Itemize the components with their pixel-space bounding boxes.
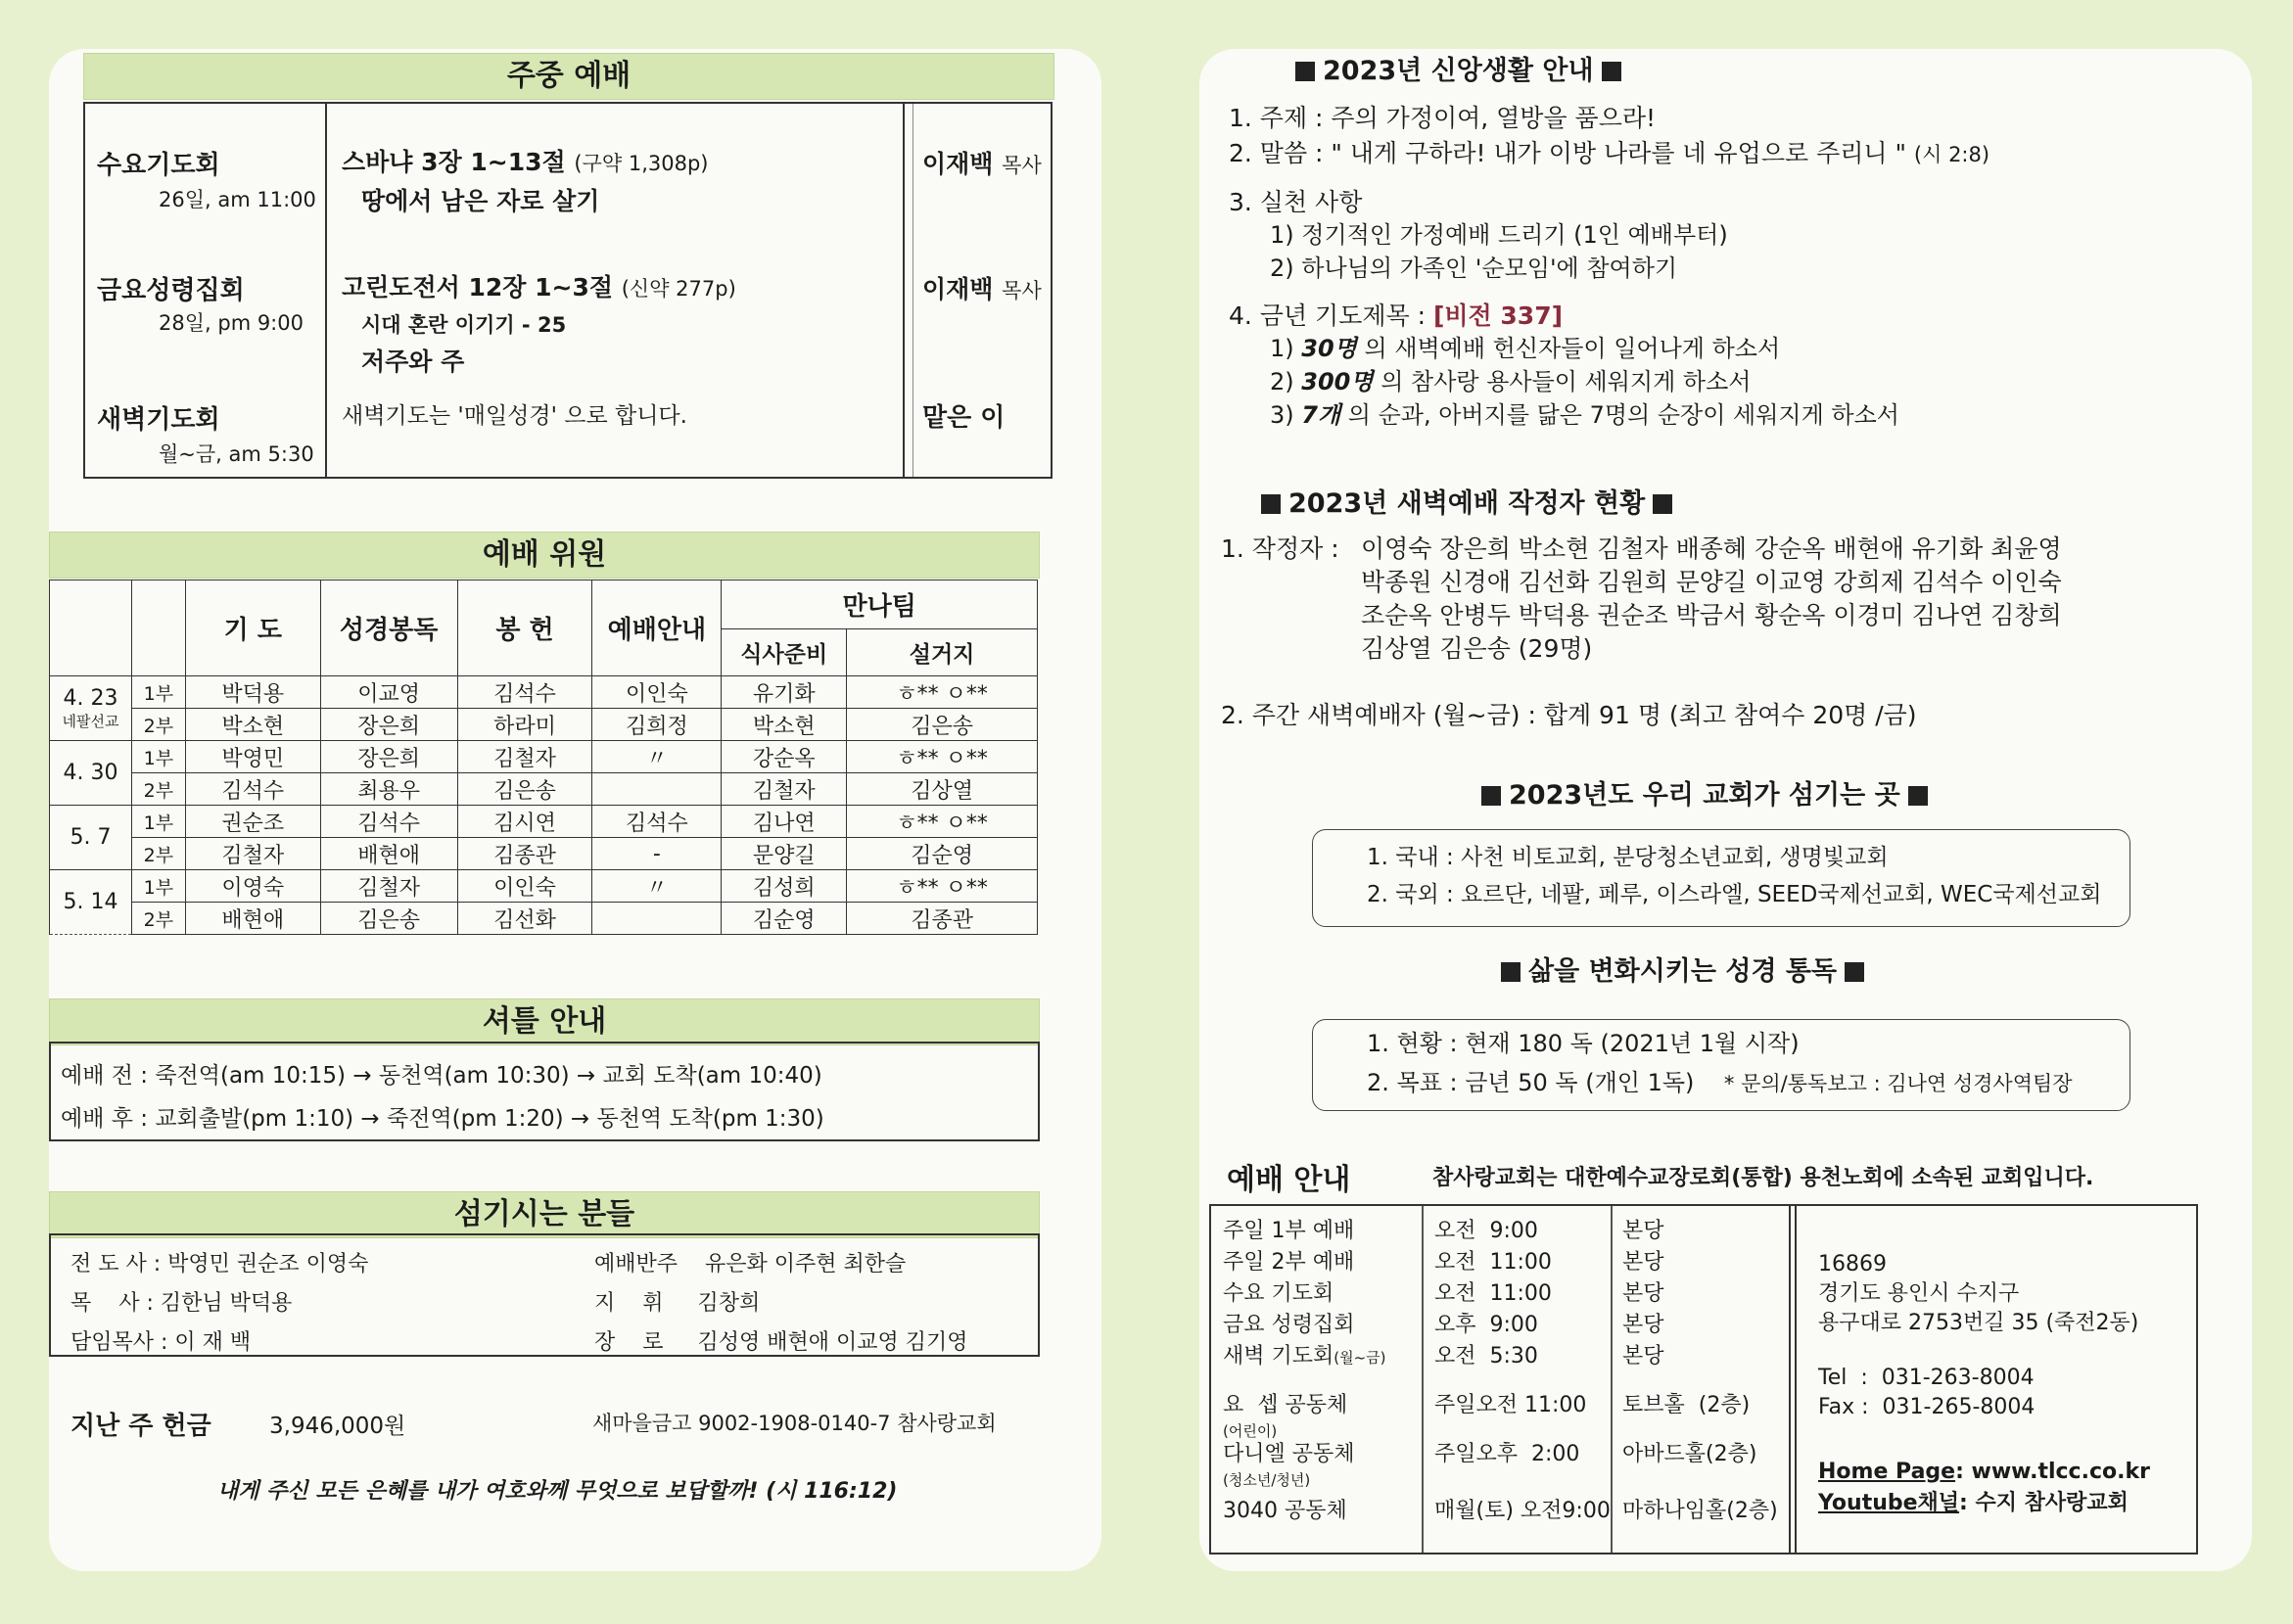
faith-title-text: 2023년 신앙생활 안내 bbox=[1323, 56, 1594, 86]
committee-date bbox=[50, 870, 132, 935]
servant-names: 김한님 박덕용 bbox=[160, 1291, 293, 1316]
servant-names: 김성영 배현애 이교영 김기영 bbox=[697, 1330, 968, 1355]
servant-names: 박영민 권순조 이영숙 bbox=[167, 1252, 369, 1276]
square-bullet-icon bbox=[1295, 62, 1315, 81]
weekday-worship-title: 주중 예배 bbox=[83, 53, 1054, 100]
servant-names: 이 재 백 bbox=[174, 1330, 252, 1355]
servant-label: 예배반주 bbox=[594, 1252, 679, 1276]
service-place: 본당 bbox=[1622, 1219, 1664, 1243]
committee-cell: 김은송 bbox=[320, 903, 457, 935]
prayer-item: 의 순과, 아버지를 닮은 7명의 순장이 세워지게 하소서 bbox=[1347, 401, 1899, 429]
committee-cell: 〃 bbox=[592, 870, 722, 903]
service-place: 본당 bbox=[1622, 1313, 1664, 1337]
committee-date-text: 5. 14 bbox=[63, 890, 118, 914]
committee-date-note: 네팔선교 bbox=[62, 712, 119, 730]
bible-title-text: 삶을 변화시키는 성경 통독 bbox=[1528, 956, 1838, 987]
committee-cell: 권순조 bbox=[185, 806, 320, 838]
th-dishes: 설거지 bbox=[847, 629, 1038, 676]
square-bullet-icon bbox=[1501, 962, 1521, 982]
square-bullet-icon bbox=[1845, 962, 1864, 982]
bible-verse: 내게 주신 모든 은혜를 내가 여호와께 무엇으로 보답할까! (시 116:12) bbox=[217, 1479, 898, 1504]
service-time: 매월(토) 오전9:00 bbox=[1434, 1499, 1611, 1523]
committee-cell: 김선화 bbox=[457, 903, 592, 935]
committee-cell: ㅎ** ㅇ** bbox=[847, 870, 1038, 903]
committee-cell: 김순영 bbox=[847, 838, 1038, 870]
th-date bbox=[50, 580, 132, 676]
worship-leader: 이재백 bbox=[922, 275, 994, 303]
committee-cell: 김석수 bbox=[592, 806, 722, 838]
committee-cell bbox=[592, 773, 722, 806]
dawn-weekly: 2. 주간 새벽예배자 (월~금) : 합계 91 명 (최고 참여수 20명 /금) bbox=[1221, 701, 1917, 729]
service-sub: (어린이) bbox=[1223, 1422, 1278, 1440]
faith-practice-1: 1) 정기적인 가정예배 드리기 (1인 예배부터) bbox=[1270, 221, 1728, 249]
service-time: 오전 11:00 bbox=[1434, 1281, 1552, 1306]
committee-cell: 박소현 bbox=[722, 709, 847, 741]
committee-cell: 최용우 bbox=[320, 773, 457, 806]
worship-sermon-series: 시대 혼란 이기기 - 25 bbox=[361, 313, 567, 337]
committee-cell: 김은송 bbox=[457, 773, 592, 806]
th-reading: 성경봉독 bbox=[320, 580, 457, 676]
committee-cell: 김철자 bbox=[722, 773, 847, 806]
servant-label: 지 휘 bbox=[594, 1291, 664, 1316]
committee-cell: 〃 bbox=[592, 741, 722, 773]
servant-names: 김창희 bbox=[697, 1291, 761, 1316]
worship-sermon-title: 땅에서 남은 자로 살기 bbox=[361, 187, 600, 215]
committee-date-text: 5. 7 bbox=[70, 825, 112, 850]
bible-status: 1. 현황 : 현재 180 독 (2021년 1월 시작) bbox=[1367, 1030, 1800, 1057]
committee-cell: 장은희 bbox=[320, 709, 457, 741]
committee-table bbox=[49, 580, 1038, 935]
shuttle-title: 셔틀 안내 bbox=[49, 998, 1040, 1045]
service-time: 주일오후 2:00 bbox=[1434, 1442, 1580, 1466]
committee-cell: 1부 bbox=[131, 676, 185, 709]
service-name: 요 셉 공동체 bbox=[1223, 1393, 1348, 1417]
offering-amount: 3,946,000원 bbox=[269, 1414, 406, 1439]
left-panel bbox=[49, 49, 1101, 1571]
worship-name: 수요기도회 bbox=[97, 151, 220, 180]
committee-title: 예배 위원 bbox=[49, 532, 1040, 579]
committee-date-text: 4. 30 bbox=[63, 761, 118, 785]
th-usher: 예배안내 bbox=[592, 580, 722, 676]
worship-time: 월~금, am 5:30 bbox=[159, 442, 314, 466]
th-offering: 봉 헌 bbox=[457, 580, 592, 676]
th-manna: 만나팀 bbox=[722, 580, 1038, 629]
faith-practice: 3. 실천 사항 bbox=[1229, 188, 1363, 216]
worship-leader: 맡은 이 bbox=[922, 403, 1006, 433]
faith-word-ref: (시 2:8) bbox=[1913, 143, 1990, 166]
service-place: 토브홀 (2층) bbox=[1622, 1393, 1751, 1417]
prayer-count: 300명 bbox=[1301, 368, 1374, 395]
service-title: 예배 안내 bbox=[1227, 1163, 1351, 1197]
service-time: 오전 9:00 bbox=[1434, 1219, 1538, 1243]
right-panel: 2023년 신앙생활 안내 1. 주제 : 주의 가정이여, 열방을 품으라! 2. 말씀 : " 내게 구하라! 내가 이방 나라를 네 유업으로 주리니 " (시 2:8) 3. 실천 사항 1) 정기적인 가정예배 드리기 (1인 예배부터) 2) 하나님의 가족인 '순모임'에 참여하기 4. 금년 기도제목 : [비전 337] 1) 30명 의 새벽예배 헌신자들이 일어나게 하소서 2) 300명 의 참사랑 용사들이 세워지게 하소서 3) 7개 의 순과, 아버지를 닮은 7명의 순장이 세워지게 하소서 2023년 새벽예배 작정자 현황 1. 작정자 : 이영숙 장은희 박소현 김철자 배종혜 강순옥 배현애 유기화 최윤영 박종원 신경애 김선화 김원희 문양길 이교영 강희제 김석수 이인숙 조순옥 안병두 박덕용 권순조 박금서 황순옥 이경미 김나연 김창희 김상열 김은송 (29명) 2. 주간 새벽예배자 (월~금) : 합계 91 명 (최고 참여수 20명 /금) 2023년도 우리 교회가 섬기는 곳 1. 국내 : 사천 비토교회, 분당청소년교회, 생명빛교회 2. 국외 : 요르단, 네팔, 페루, 이스라엘, SEED국제선교회, WEC국제선교회 삶을 변화시키는 성경 통독 1. 현황 : 현재 180 독 (2021년 1월 시작) 2. 목표 : 금년 50 독 (개인 1독) * 문의/통독보고 : 김나연 성경사역팀장 예배 안내 참사랑교회는 대한예수교장로회(통합) 용천노회에 소속된 교회입니다. 주일 1부 예배 오전 9:00 본당 주일 2부 예배 오전 11:00 본당 수요 기도회 오전 11:00 본당 금요 성령집회 오후 9:00 본당 새벽 기도회(월~금) 오전 5:30 본당 요 셉 공동체 (어린이) 주일오전 11:00 토브홀 (2층) 다니엘 공동체 (청소년/청년) 주일오후 2:00 아바드홀(2층) 3040 공동체 매월(토) 오전9:00 마하나임홀(2층) 16869 경기도 용인시 수지구 용구대로 2753번길 35 (죽전2동) Tel : 031-263-8004 Fax : 031-265-8004 Home Page: www.tlcc.co.kr Youtube채널: 수지 참사랑교회 bbox=[1199, 49, 2252, 1571]
service-name: 수요 기도회 bbox=[1223, 1281, 1334, 1306]
prayer-count: 7개 bbox=[1301, 401, 1341, 429]
committee-cell: 박소현 bbox=[185, 709, 320, 741]
committee-cell: 이인숙 bbox=[457, 870, 592, 903]
worship-text-note: (구약 1,308p) bbox=[574, 152, 709, 175]
committee-cell: 이교영 bbox=[320, 676, 457, 709]
committee-cell: 김종관 bbox=[457, 838, 592, 870]
youtube-channel[interactable]: : 수지 참사랑교회 bbox=[1959, 1491, 2129, 1515]
dawn-names: 박종원 신경애 김선화 김원희 문양길 이교영 강희제 김석수 이인숙 bbox=[1361, 568, 2062, 596]
mission-domestic: 1. 국내 : 사천 비토교회, 분당청소년교회, 생명빛교회 bbox=[1367, 845, 1889, 870]
committee-row bbox=[50, 709, 1038, 741]
service-name: 3040 공동체 bbox=[1223, 1499, 1347, 1523]
square-bullet-icon bbox=[1261, 494, 1281, 514]
committee-cell: 김철자 bbox=[320, 870, 457, 903]
service-sub: (월~금) bbox=[1334, 1349, 1386, 1367]
offering-label: 지난 주 헌금 bbox=[70, 1412, 211, 1441]
committee-cell: 1부 bbox=[131, 741, 185, 773]
shuttle-line-before: 예배 전 : 죽전역(am 10:15) → 동천역(am 10:30) → 교회 도착(am 10:40) bbox=[61, 1063, 822, 1089]
zip-code: 16869 bbox=[1818, 1252, 1887, 1276]
committee-cell: 김석수 bbox=[320, 806, 457, 838]
committee-cell: 김석수 bbox=[185, 773, 320, 806]
phone-number: Tel : 031-263-8004 bbox=[1818, 1366, 2035, 1390]
servant-label: 전 도 사 : bbox=[70, 1252, 162, 1276]
faith-title bbox=[1287, 49, 1629, 87]
committee-cell: 김순영 bbox=[722, 903, 847, 935]
committee-cell: ㅎ** ㅇ** bbox=[847, 741, 1038, 773]
service-place: 본당 bbox=[1622, 1281, 1664, 1306]
youtube-label: Youtube채널 bbox=[1818, 1491, 1960, 1515]
committee-date bbox=[50, 741, 132, 806]
service-name: 금요 성령집회 bbox=[1223, 1313, 1355, 1337]
service-name-text: 새벽 기도회 bbox=[1223, 1344, 1334, 1369]
committee-row bbox=[50, 676, 1038, 709]
service-time: 주일오전 11:00 bbox=[1434, 1393, 1587, 1417]
shuttle-box bbox=[49, 1042, 1040, 1141]
worship-time: 26일, am 11:00 bbox=[159, 188, 316, 211]
committee-cell: 김종관 bbox=[847, 903, 1038, 935]
service-name: 주일 1부 예배 bbox=[1223, 1219, 1355, 1243]
committee-cell: 문양길 bbox=[722, 838, 847, 870]
committee-cell: ㅎ** ㅇ** bbox=[847, 676, 1038, 709]
committee-cell: 배현애 bbox=[185, 903, 320, 935]
bible-box bbox=[1312, 1019, 2130, 1111]
committee-cell: 박영민 bbox=[185, 741, 320, 773]
faith-prayer-label: 4. 금년 기도제목 : bbox=[1229, 302, 1427, 330]
mission-title bbox=[1474, 773, 1936, 812]
worship-time: 28일, pm 9:00 bbox=[159, 311, 304, 335]
committee-cell: 2부 bbox=[131, 773, 185, 806]
servants-box bbox=[49, 1233, 1040, 1357]
address-line: 경기도 용인시 수지구 bbox=[1818, 1281, 2020, 1306]
worship-name: 새벽기도회 bbox=[97, 405, 220, 435]
committee-cell: 김나연 bbox=[722, 806, 847, 838]
worship-leader-title: 목사 bbox=[1002, 279, 1042, 302]
worship-leader-title: 목사 bbox=[1002, 154, 1042, 177]
committee-cell: 이인숙 bbox=[592, 676, 722, 709]
th-meal: 식사준비 bbox=[722, 629, 847, 676]
square-bullet-icon bbox=[1908, 786, 1928, 806]
service-place: 본당 bbox=[1622, 1250, 1664, 1275]
committee-cell: 하라미 bbox=[457, 709, 592, 741]
fax-number: Fax : 031-265-8004 bbox=[1818, 1395, 2036, 1419]
committee-row bbox=[50, 806, 1038, 838]
prayer-item: 의 참사랑 용사들이 세워지게 하소서 bbox=[1380, 368, 1752, 395]
committee-row bbox=[50, 838, 1038, 870]
service-place: 마하나임홀(2층) bbox=[1622, 1499, 1778, 1523]
committee-cell: 유기화 bbox=[722, 676, 847, 709]
servant-label: 장 로 bbox=[594, 1330, 664, 1355]
bible-goal: 2. 목표 : 금년 50 독 (개인 1독) bbox=[1367, 1069, 1695, 1096]
square-bullet-icon bbox=[1602, 62, 1621, 81]
committee-cell: 김성희 bbox=[722, 870, 847, 903]
prayer-count: 30명 bbox=[1301, 335, 1357, 362]
shuttle-line-after: 예배 후 : 교회출발(pm 1:10) → 죽전역(pm 1:20) → 동천역 도착(pm 1:30) bbox=[61, 1106, 824, 1132]
weekday-worship-box bbox=[83, 102, 1053, 479]
committee-cell: 1부 bbox=[131, 806, 185, 838]
committee-cell: 2부 bbox=[131, 709, 185, 741]
mission-title-text: 2023년도 우리 교회가 섬기는 곳 bbox=[1509, 780, 1900, 811]
committee-row bbox=[50, 903, 1038, 935]
servant-label: 담임목사 : bbox=[70, 1330, 168, 1355]
service-place: 본당 bbox=[1622, 1344, 1664, 1369]
service-sub: (청소년/청년) bbox=[1223, 1471, 1311, 1489]
servant-label: 목 사 : bbox=[70, 1291, 154, 1316]
committee-row bbox=[50, 773, 1038, 806]
committee-date bbox=[50, 676, 132, 741]
homepage-link[interactable]: : www.tlcc.co.kr bbox=[1955, 1460, 2150, 1484]
service-place: 아바드홀(2층) bbox=[1622, 1442, 1757, 1466]
committee-date bbox=[50, 806, 132, 870]
dawn-title-text: 2023년 새벽예배 작정자 현황 bbox=[1288, 488, 1646, 519]
worship-leader: 이재백 bbox=[922, 150, 994, 178]
vision-badge: [비전 337] bbox=[1432, 302, 1564, 330]
service-table bbox=[1209, 1204, 2198, 1554]
homepage-label: Home Page bbox=[1818, 1460, 1956, 1484]
mission-overseas: 2. 국외 : 요르단, 네팔, 페루, 이스라엘, SEED국제선교회, WEC국제선교회 bbox=[1367, 882, 2102, 907]
service-time: 오전 5:30 bbox=[1434, 1344, 1538, 1369]
committee-cell: 김희정 bbox=[592, 709, 722, 741]
committee-cell: 김시연 bbox=[457, 806, 592, 838]
committee-cell: 김은송 bbox=[847, 709, 1038, 741]
committee-row bbox=[50, 741, 1038, 773]
dawn-names: 이영숙 장은희 박소현 김철자 배종혜 강순옥 배현애 유기화 최윤영 bbox=[1361, 534, 2062, 563]
committee-row bbox=[50, 870, 1038, 903]
address-line: 용구대로 2753번길 35 (죽전2동) bbox=[1818, 1311, 2139, 1335]
committee-cell: 2부 bbox=[131, 838, 185, 870]
bible-contact: * 문의/통독보고 : 김나연 성경사역팀장 bbox=[1723, 1072, 2073, 1095]
committee-date-text: 4. 23 bbox=[63, 685, 118, 711]
faith-word: 2. 말씀 : " 내게 구하라! 내가 이방 나라를 네 유업으로 주리니 " bbox=[1229, 139, 1906, 167]
square-bullet-icon bbox=[1481, 786, 1501, 806]
service-name: 주일 2부 예배 bbox=[1223, 1250, 1355, 1275]
servants-title: 섬기시는 분들 bbox=[49, 1191, 1040, 1238]
dawn-names: 조순옥 안병두 박덕용 권순조 박금서 황순옥 이경미 김나연 김창희 bbox=[1361, 601, 2062, 629]
committee-cell: 김상열 bbox=[847, 773, 1038, 806]
worship-text: 고린도전서 12장 1~3절 bbox=[342, 273, 613, 302]
offering-account: 새마을금고 9002-1908-0140-7 참사랑교회 bbox=[592, 1412, 997, 1435]
worship-name: 금요성령집회 bbox=[97, 276, 245, 305]
th-part bbox=[131, 580, 185, 676]
worship-sermon-title: 저주와 주 bbox=[361, 348, 465, 376]
committee-cell: 김철자 bbox=[185, 838, 320, 870]
church-affiliation: 참사랑교회는 대한예수교장로회(통합) 용천노회에 소속된 교회입니다. bbox=[1432, 1166, 2094, 1190]
committee-cell: 1부 bbox=[131, 870, 185, 903]
faith-theme: 1. 주제 : 주의 가정이여, 열방을 품으라! bbox=[1229, 104, 1657, 132]
committee-cell: 김철자 bbox=[457, 741, 592, 773]
committee-cell: 강순옥 bbox=[722, 741, 847, 773]
committee-cell: 김석수 bbox=[457, 676, 592, 709]
servant-names: 유은화 이주현 최한슬 bbox=[705, 1252, 907, 1276]
committee-cell bbox=[592, 903, 722, 935]
worship-text-note: (신약 277p) bbox=[621, 277, 736, 301]
committee-cell: 박덕용 bbox=[185, 676, 320, 709]
service-time: 오후 9:00 bbox=[1434, 1313, 1538, 1337]
committee-cell: 이영숙 bbox=[185, 870, 320, 903]
committee-cell: 2부 bbox=[131, 903, 185, 935]
committee-cell: ㅎ** ㅇ** bbox=[847, 806, 1038, 838]
square-bullet-icon bbox=[1653, 494, 1672, 514]
worship-text: 스바냐 3장 1~13절 bbox=[342, 148, 566, 176]
service-time: 오전 11:00 bbox=[1434, 1250, 1552, 1275]
service-name bbox=[1223, 1341, 1386, 1373]
th-prayer: 기 도 bbox=[185, 580, 320, 676]
committee-cell: 장은희 bbox=[320, 741, 457, 773]
committee-cell: - bbox=[592, 838, 722, 870]
committee-rows bbox=[50, 676, 1038, 935]
faith-practice-2: 2) 하나님의 가족인 '순모임'에 참여하기 bbox=[1270, 255, 1678, 282]
dawn-title bbox=[1253, 482, 1680, 520]
bible-title bbox=[1493, 950, 1872, 988]
worship-text: 새벽기도는 '매일성경' 으로 합니다. bbox=[342, 403, 687, 429]
mission-box bbox=[1312, 829, 2130, 927]
service-name: 다니엘 공동체 bbox=[1223, 1442, 1355, 1466]
dawn-label: 1. 작정자 : bbox=[1221, 534, 1339, 563]
prayer-item: 의 새벽예배 헌신자들이 일어나게 하소서 bbox=[1364, 335, 1781, 362]
dawn-names: 김상열 김은송 (29명) bbox=[1361, 634, 1593, 663]
committee-cell: 배현애 bbox=[320, 838, 457, 870]
